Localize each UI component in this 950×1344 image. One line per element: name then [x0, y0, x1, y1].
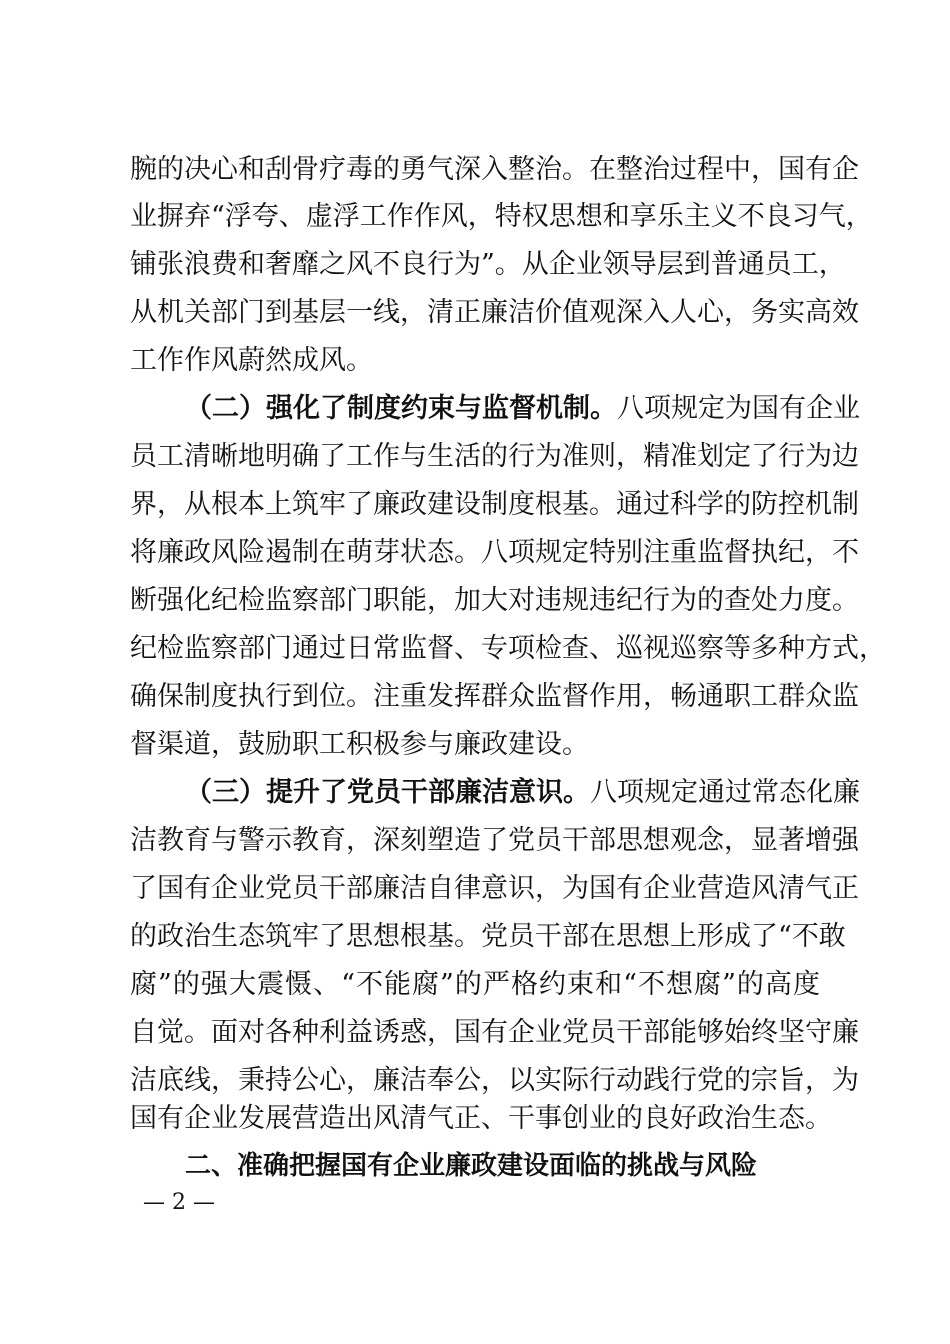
paragraph-1-line-1: 腕的决心和刮骨疗毒的勇气深入整治。在整治过程中，国有企	[130, 154, 859, 185]
paragraph-2-title: （二）强化了制度约束与监督机制。	[185, 393, 617, 424]
paragraph-3-line-4: 的政治生态筑牢了思想根基。党员干部在思想上形成了“不敢	[130, 921, 846, 952]
paragraph-3-first-line-text: 八项规定通过常态化廉	[590, 777, 860, 808]
paragraph-2-line-7: 确保制度执行到位。注重发挥群众监督作用，畅通职工群众监	[130, 681, 859, 712]
paragraph-3-line-3: 了国有企业党员干部廉洁自律意识，为国有企业营造风清气正	[130, 873, 859, 904]
paragraph-2-line-4: 将廉政风险遏制在萌芽状态。八项规定特别注重监督执纪，不	[130, 537, 859, 568]
paragraph-1-line-2: 业摒弃“浮夸、虚浮工作作风，特权思想和享乐主义不良习气，	[130, 201, 873, 232]
paragraph-3-line-1	[185, 773, 860, 813]
paragraph-3-line-7: 洁底线，秉持公心，廉洁奉公，以实际行动践行党的宗旨，为	[130, 1065, 859, 1096]
paragraph-3-line-5: 腐”的强大震慑、“不能腐”的严格约束和“不想腐”的高度	[130, 969, 820, 1000]
paragraph-3-title: （三）提升了党员干部廉洁意识。	[185, 777, 590, 808]
page-number: — 2 —	[143, 1190, 215, 1215]
paragraph-3-line-6: 自觉。面对各种利益诱惑，国有企业党员干部能够始终坚守廉	[130, 1017, 859, 1048]
paragraph-2-line-5: 断强化纪检监察部门职能，加大对违规违纪行为的查处力度。	[130, 585, 859, 616]
paragraph-2-line-3: 界，从根本上筑牢了廉政建设制度根基。通过科学的防控机制	[130, 489, 859, 520]
paragraph-2-line-8: 督渠道，鼓励职工积极参与廉政建设。	[130, 729, 589, 760]
paragraph-2-line-1	[185, 389, 860, 429]
paragraph-1-line-4: 从机关部门到基层一线，清正廉洁价值观深入人心，务实高效	[130, 297, 859, 328]
section-heading: 二、准确把握国有企业廉政建设面临的挑战与风险	[185, 1151, 758, 1181]
paragraph-1-line-5: 工作作风蔚然成风。	[130, 345, 373, 376]
paragraph-2-line-6: 纪检监察部门通过日常监督、专项检查、巡视巡察等多种方式，	[130, 633, 886, 664]
paragraph-1-line-3: 铺张浪费和奢靡之风不良行为”。从企业领导层到普通员工，	[130, 249, 846, 280]
paragraph-2-line-2: 员工清晰地明确了工作与生活的行为准则，精准划定了行为边	[130, 441, 859, 472]
paragraph-3-line-2: 洁教育与警示教育，深刻塑造了党员干部思想观念，显著增强	[130, 825, 859, 856]
paragraph-2-first-line-text: 八项规定为国有企业	[617, 393, 860, 424]
paragraph-3-line-8: 国有企业发展营造出风清气正、干事创业的良好政治生态。	[130, 1103, 832, 1134]
